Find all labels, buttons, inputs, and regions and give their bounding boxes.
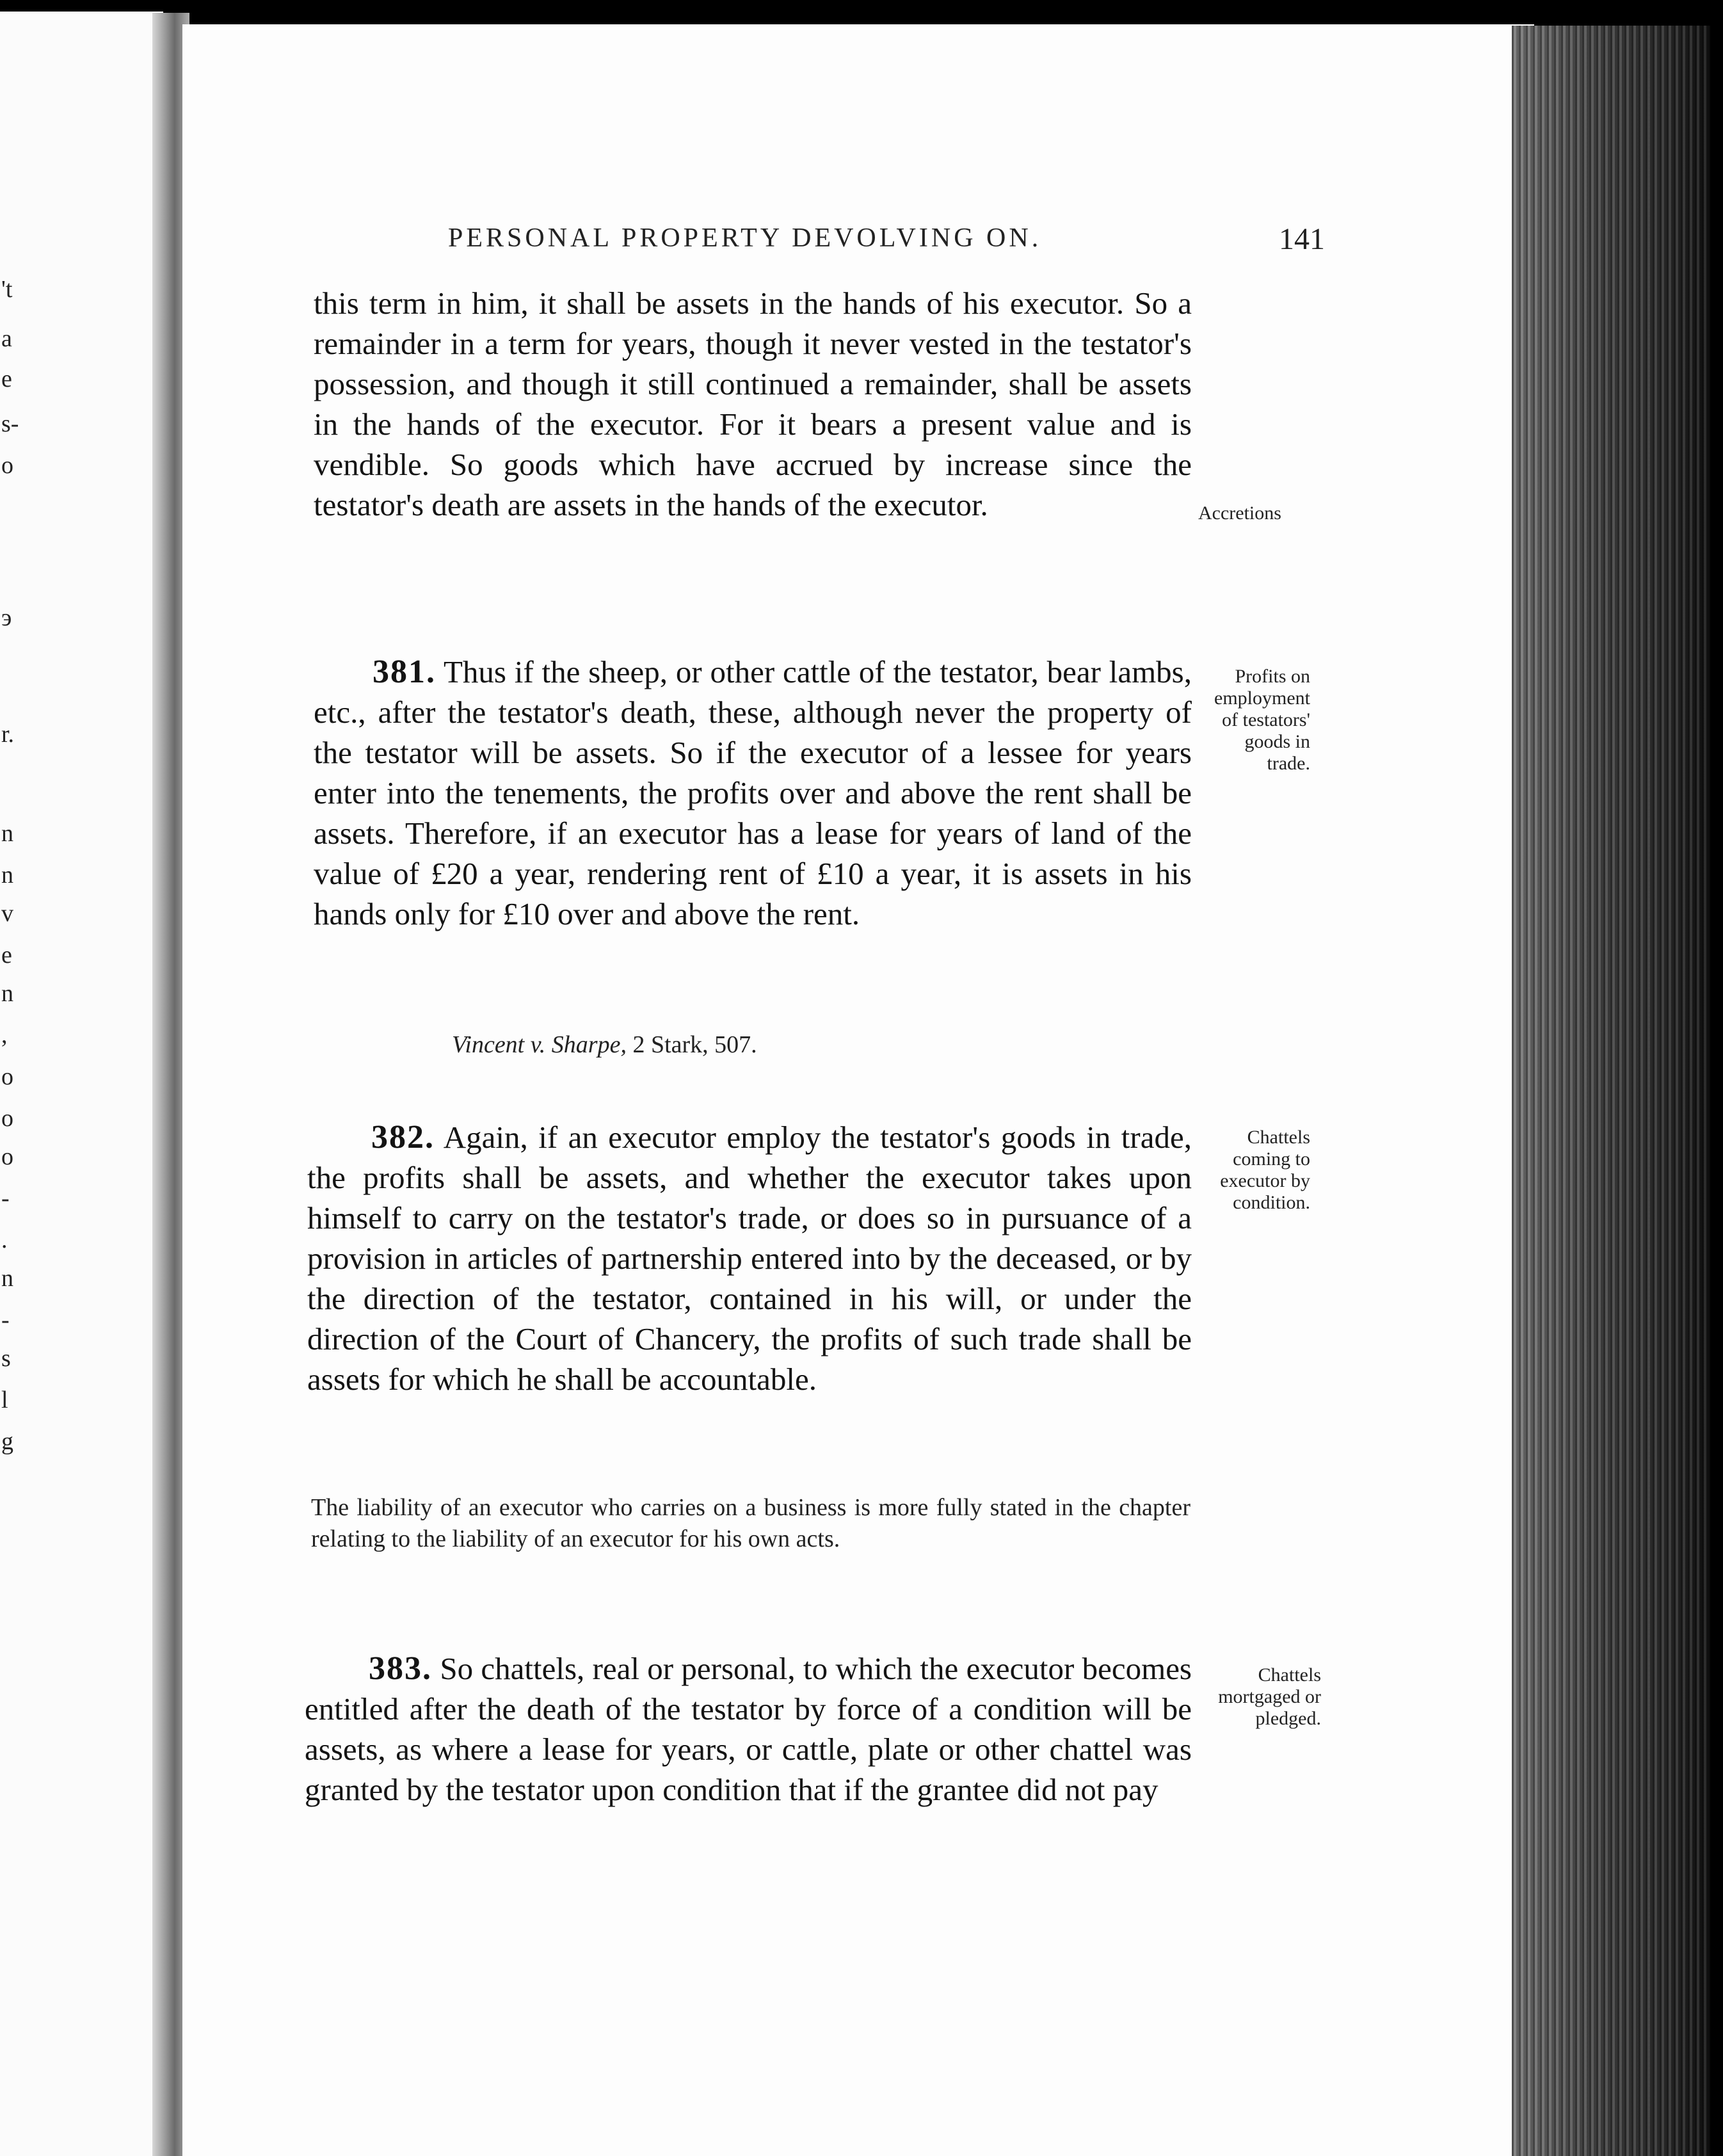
margin-note-chattels-coming: Chattels coming to executor by condition. [1220, 1127, 1310, 1213]
paragraph-continued [314, 283, 1192, 525]
paragraph-382 [307, 1117, 1192, 1399]
left-page-letter: o [1, 1143, 13, 1170]
paragraph-text: So chattels, real or personal, to which the executor becomes entitled after the death of the testator by force of a condition will be assets, as where a lease for years, or cattle, plate or other chattel was granted by the testator upon condition that if the grantee did not pay [305, 1651, 1192, 1807]
left-page-letter: n [1, 862, 13, 889]
left-page-letter: r. [1, 721, 15, 748]
left-page-letter: o [1, 1105, 13, 1132]
page-header [448, 223, 1325, 261]
case-name: Vincent v. Sharpe, [452, 1031, 627, 1058]
left-page-letter: v [1, 900, 13, 927]
left-page-letter: l [1, 1387, 8, 1413]
page-edges [1512, 26, 1710, 2156]
left-page-letter: э [1, 604, 12, 631]
case-reference: 2 Stark, 507. [632, 1031, 757, 1058]
margin-note-profits: Profits on employment of testators' goods in trade. [1214, 666, 1310, 774]
left-page-letter: , [1, 1022, 8, 1049]
footnote: The liability of an executor who carries on a business is more fully stated in the chapter relating to the liability of an executor for his own acts. [311, 1494, 1190, 1552]
left-page-letter: s- [1, 410, 19, 437]
case-citation [452, 1031, 757, 1059]
left-page-letter: . [1, 1227, 8, 1253]
left-page-letter: o [1, 1063, 13, 1090]
running-title: PERSONAL PROPERTY DEVOLVING ON. [448, 223, 1042, 253]
paragraph-381 [314, 652, 1192, 934]
left-page-letter: g [1, 1428, 13, 1455]
left-page-letter: n [1, 980, 13, 1007]
paragraph-number: 383. [369, 1650, 432, 1687]
left-page-letter: 't [1, 276, 13, 303]
margin-note-chattels-mortgaged: Chattels mortgaged or pledged. [1218, 1664, 1321, 1729]
left-page-letter: n [1, 820, 13, 847]
left-page-letter: e [1, 942, 12, 969]
left-page-letter: o [1, 452, 13, 479]
paragraph-383 [305, 1648, 1192, 1810]
paragraph-number: 382. [371, 1119, 435, 1155]
page-number: 141 [1279, 222, 1325, 256]
left-page-letter: s [1, 1345, 11, 1372]
left-page-letter: n [1, 1265, 13, 1292]
paragraph-text: Again, if an executor employ the testator's goods in trade, the profits shall be assets, and whether the executor takes upon himself to carry on the testator's trade, or does so in pursuance of a provision in articles of partnership entered into by the deceased, or by the direction of the testator, contained in his will, or under the direction of the Court of Chancery, the profits of such trade shall be assets for which he shall be accountable. [307, 1120, 1192, 1397]
left-page-letter: - [1, 1307, 10, 1333]
left-page-letter: e [1, 366, 12, 392]
left-page-letter: a [1, 325, 12, 352]
left-page-fragment [0, 12, 163, 2156]
paragraph-text: this term in him, it shall be assets in the hands of his executor. So a remainder in a term for years, though it never vested in the testator's possession, and though it still continued a remainder, shall be assets in the hands of the executor. For it bears a present value and is vendible. So goods which have accrued by increase since the testator's death are assets in the hands of the executor. [314, 286, 1192, 522]
paragraph-text: Thus if the sheep, or other cattle of the testator, bear lambs, etc., after the testator's death, these, although never the property of the testator will be assets. So if the executor of a lessee for years enter into the tenements, the profits over and above the rent shall be assets. Therefore, if an executor has a lease for years of land of the value of £20 a year, rendering rent of £10 a year, it is assets in his hands only for £10 over and above the rent. [314, 654, 1192, 931]
paragraph-number: 381. [373, 654, 436, 690]
left-page-letter: - [1, 1185, 10, 1212]
margin-note-accretions: Accretions [1198, 503, 1281, 524]
